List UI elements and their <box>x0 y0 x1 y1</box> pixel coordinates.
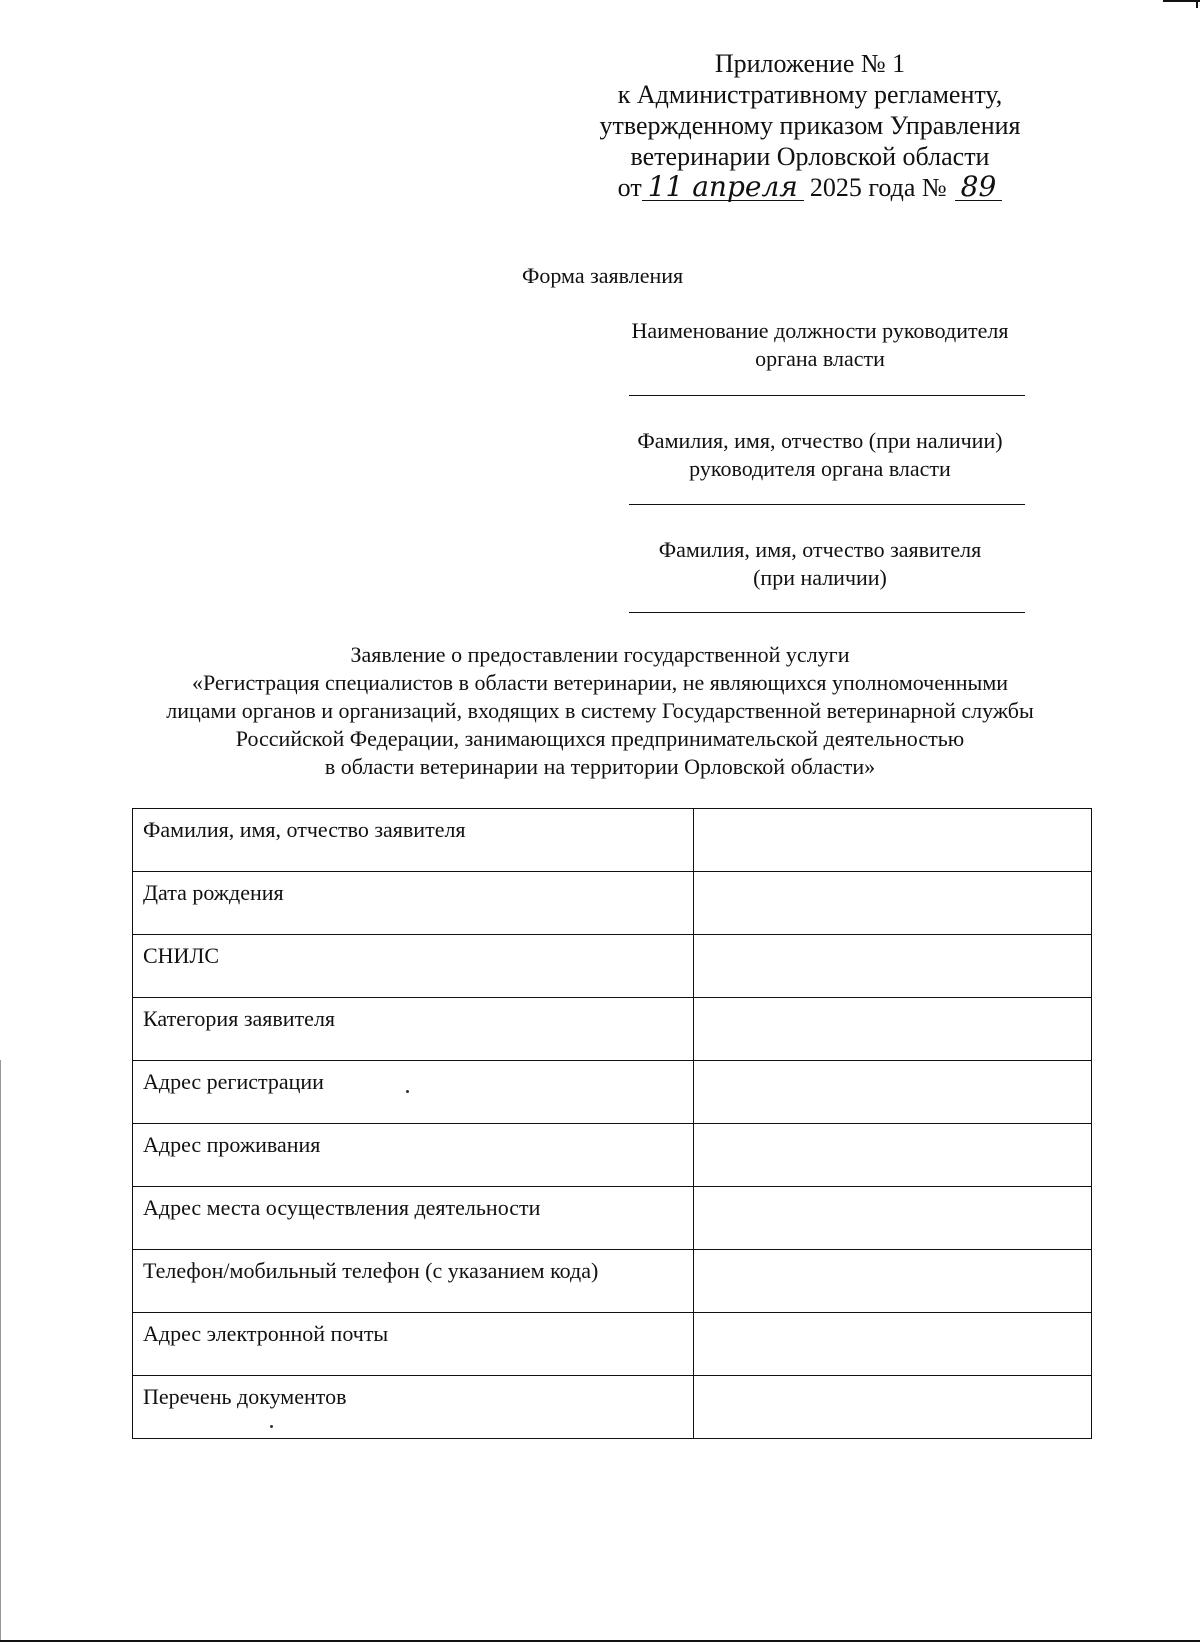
table-row <box>133 1376 1092 1439</box>
field-label: Адрес регистрации <box>133 1061 694 1124</box>
title-line3: лицами органов и организаций, входящих в систему Государственной ветеринарной службы <box>166 698 1034 723</box>
field-label: Адрес проживания <box>133 1124 694 1187</box>
scan-edge-left <box>0 1060 1 1640</box>
head-name-line1: Фамилия, имя, отчество (при наличии) <box>637 428 1003 453</box>
scan-speck <box>270 1425 273 1428</box>
position-line1: Наименование должности руководителя <box>631 318 1009 343</box>
form-label: Форма заявления <box>522 263 684 288</box>
date-prefix: от <box>617 173 642 202</box>
handwritten-date: 11 апреля <box>642 174 804 201</box>
order-date-line <box>560 172 1060 203</box>
application-title <box>120 641 1080 781</box>
handwritten-number: 89 <box>955 174 1003 201</box>
addressee-head-name <box>600 427 1040 483</box>
table-row <box>133 809 1092 872</box>
title-line2: «Регистрация специалистов в области ветеринарии, не являющихся уполномоченными <box>191 670 1009 695</box>
field-value[interactable] <box>694 1124 1092 1187</box>
field-value[interactable] <box>694 935 1092 998</box>
field-label: Адрес места осуществления деятельности <box>133 1187 694 1250</box>
field-label: Перечень документов <box>133 1376 694 1439</box>
applicant-line1: Фамилия, имя, отчество заявителя <box>658 537 982 562</box>
field-value[interactable] <box>694 872 1092 935</box>
table-row <box>133 1187 1092 1250</box>
applicant-fill-line[interactable] <box>629 612 1025 613</box>
position-line2: органа власти <box>755 346 885 371</box>
field-value[interactable] <box>694 1061 1092 1124</box>
table-row <box>133 1313 1092 1376</box>
table-row <box>133 872 1092 935</box>
approval-block <box>560 48 1060 203</box>
authority-name: ветеринарии Орловской области <box>630 142 990 171</box>
table-row <box>133 1124 1092 1187</box>
table-row <box>133 1250 1092 1313</box>
applicant-name-block <box>600 536 1040 592</box>
position-fill-line[interactable] <box>629 395 1025 396</box>
table-row <box>133 998 1092 1061</box>
field-label: Дата рождения <box>133 872 694 935</box>
field-label: СНИЛС <box>133 935 694 998</box>
field-value[interactable] <box>694 1313 1092 1376</box>
head-name-fill-line[interactable] <box>629 504 1025 505</box>
scan-edge-corner <box>1196 0 1198 8</box>
appendix-number: Приложение № 1 <box>714 49 906 78</box>
field-label: Фамилия, имя, отчество заявителя <box>133 809 694 872</box>
field-value[interactable] <box>694 998 1092 1061</box>
field-value[interactable] <box>694 809 1092 872</box>
field-value[interactable] <box>694 1250 1092 1313</box>
field-label: Телефон/мобильный телефон (с указанием кода) <box>133 1250 694 1313</box>
table-row <box>133 1061 1092 1124</box>
addressee-position <box>600 317 1040 373</box>
field-value[interactable] <box>694 1376 1092 1439</box>
title-line4: Российской Федерации, занимающихся предпринимательской деятельностью <box>235 726 965 751</box>
head-name-line2: руководителя органа власти <box>689 456 951 481</box>
order-reference: утвержденному приказом Управления <box>599 111 1021 140</box>
applicant-line2: (при наличии) <box>753 565 887 590</box>
regulation-reference: к Административному регламенту, <box>617 80 1003 109</box>
table-row <box>133 935 1092 998</box>
field-label: Адрес электронной почты <box>133 1313 694 1376</box>
scan-speck <box>406 1090 409 1093</box>
application-table <box>132 808 1092 1439</box>
title-line5: в области ветеринарии на территории Орловской области» <box>324 754 876 779</box>
field-label: Категория заявителя <box>133 998 694 1061</box>
scan-edge-bottom <box>0 1640 1200 1642</box>
field-value[interactable] <box>694 1187 1092 1250</box>
scan-edge-top-right <box>1163 0 1200 2</box>
date-year: 2025 года № <box>809 173 947 202</box>
title-line1: Заявление о предоставлении государственной услуги <box>350 642 850 667</box>
